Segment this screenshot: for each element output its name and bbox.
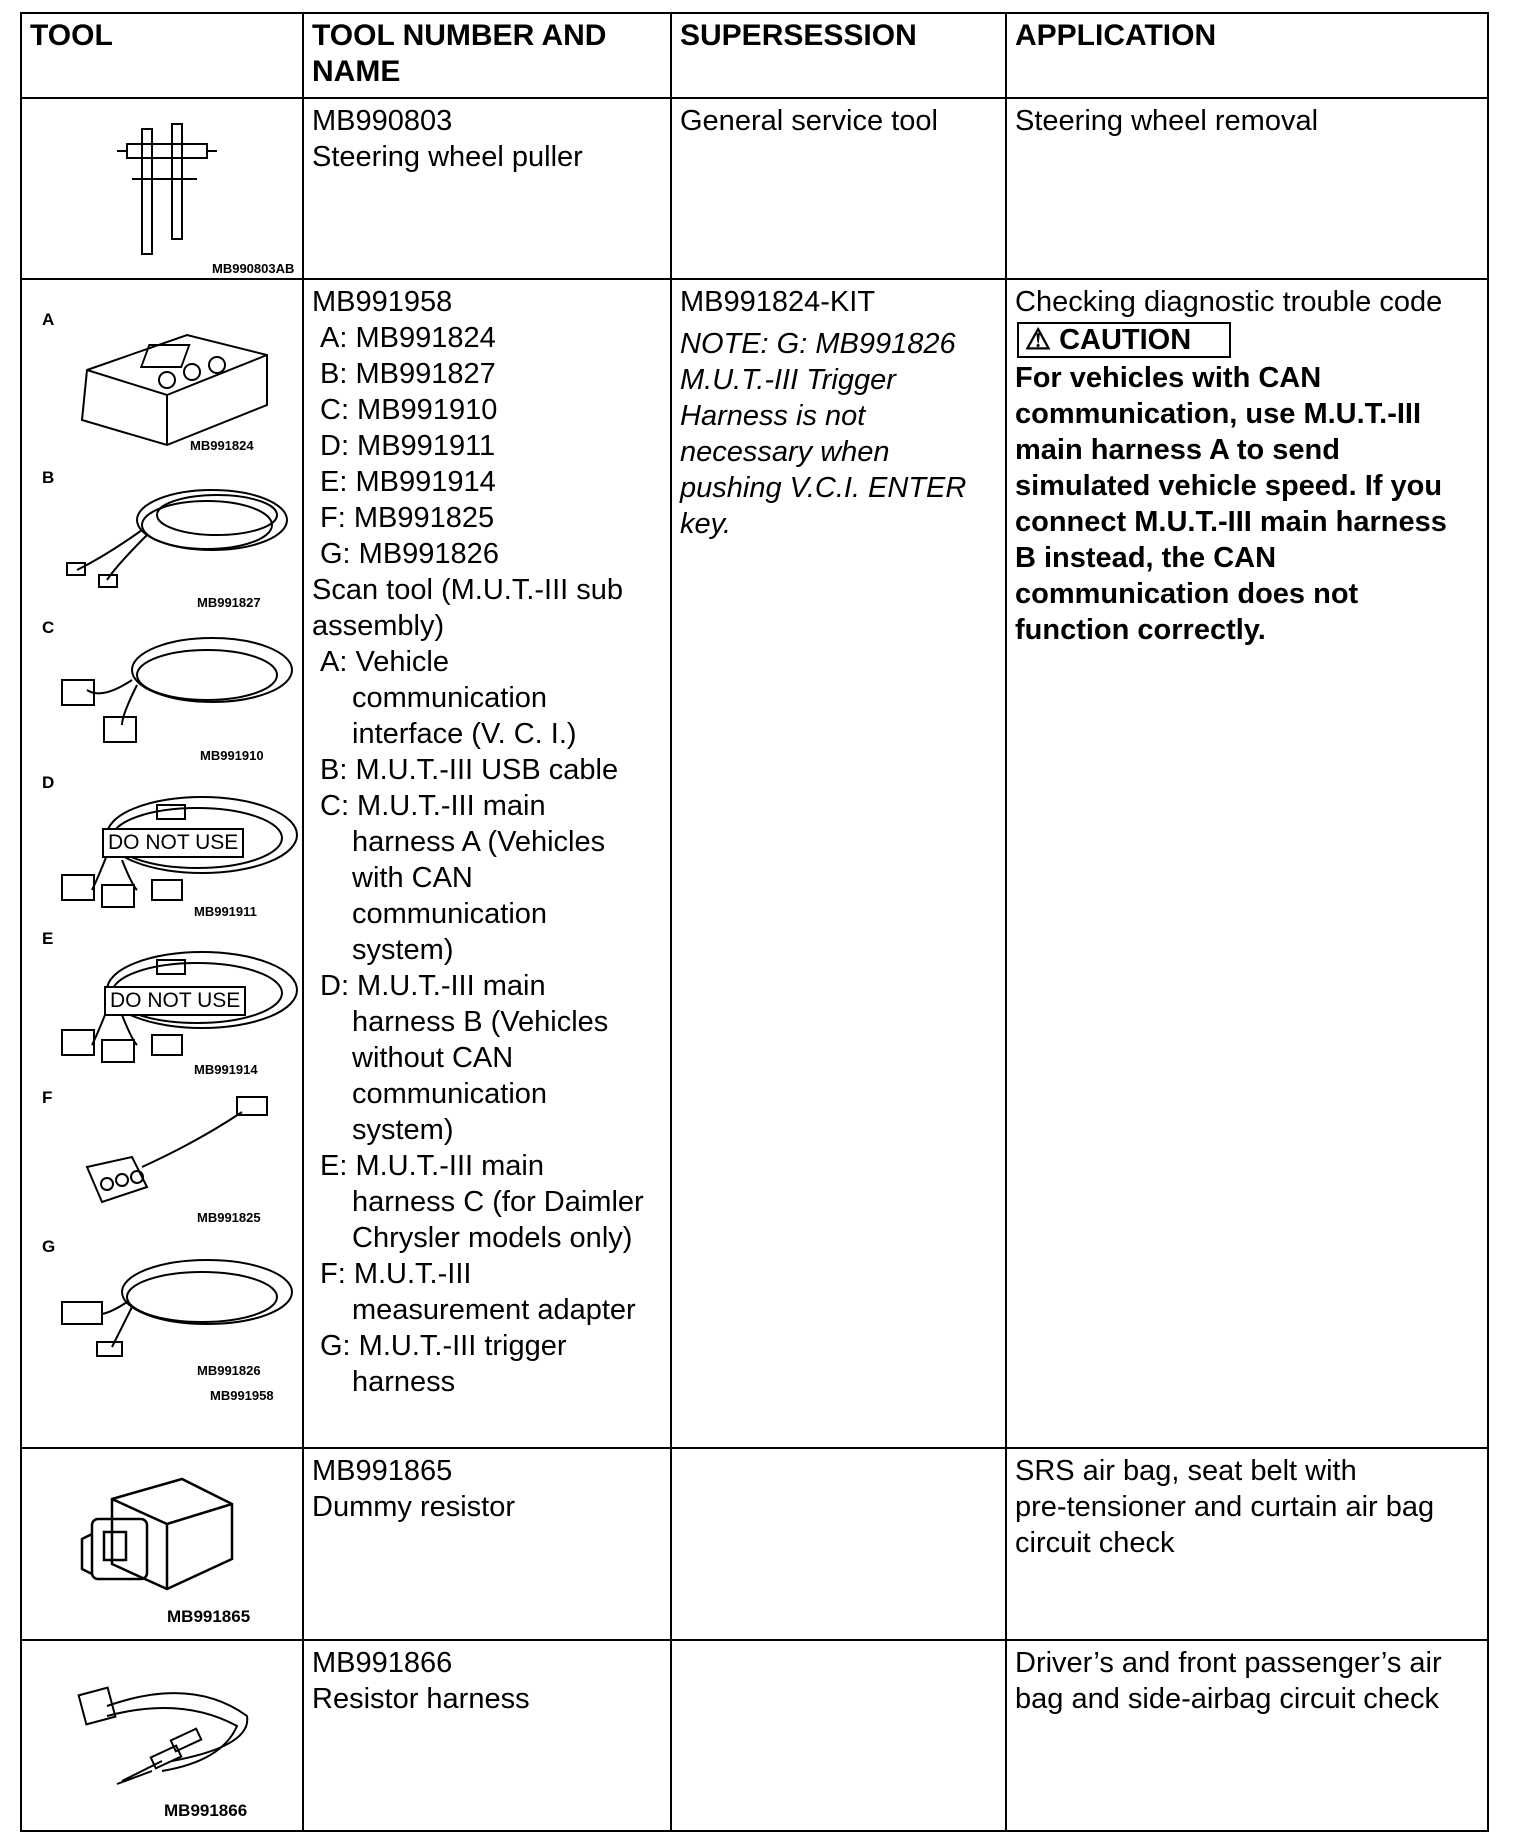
application-line: SRS air bag, seat belt with [1015, 1455, 1357, 1487]
header-row [21, 13, 1488, 98]
caution-line: B instead, the CAN [1015, 542, 1277, 574]
tool-image-cell [21, 1640, 303, 1831]
caution-line: function correctly. [1015, 614, 1266, 646]
tool-number: MB991866 [312, 1647, 453, 1679]
application-line: bag and side-airbag circuit check [1015, 1683, 1439, 1715]
description-line: D: M.U.T.-III main [320, 970, 546, 1002]
tool-number-cell [303, 98, 671, 279]
supersession-note [680, 326, 997, 542]
image-label: MB991911 [194, 904, 257, 919]
application-line: circuit check [1015, 1527, 1175, 1559]
table-row [21, 98, 1488, 279]
tool-name: assembly) [312, 610, 445, 642]
caution-line: communication does not [1015, 578, 1359, 610]
supersession-cell: General service tool [671, 98, 1006, 279]
description-line: A: Vehicle [320, 646, 449, 678]
table-row [21, 279, 1488, 1448]
caution-box [1017, 322, 1231, 358]
note-line: Harness is not [680, 400, 866, 432]
caution-line: connect M.U.T.-III main harness [1015, 506, 1447, 538]
description-line: harness C (for Daimler [352, 1186, 644, 1218]
image-label: MB990803AB [212, 261, 295, 276]
application-text: Checking diagnostic trouble code [1015, 286, 1443, 318]
image-label: MB991914 [194, 1062, 258, 1077]
kit-item: D: MB991911 [320, 430, 496, 462]
table-row [21, 1640, 1488, 1831]
tool-number: MB991865 [312, 1455, 453, 1487]
tool-name: Resistor harness [312, 1683, 530, 1715]
tool-number: MB990803 [312, 105, 453, 137]
description-line: E: M.U.T.-III main [320, 1150, 544, 1182]
resistor-harness-image [72, 1666, 272, 1786]
supersession-cell [671, 1640, 1006, 1831]
application-cell [1006, 1448, 1488, 1640]
description-line: with CAN [352, 862, 473, 894]
image-label: MB991865 [167, 1607, 251, 1626]
image-letter-d: D [42, 773, 55, 792]
tool-number-cell [303, 1448, 671, 1640]
tool-number-cell [303, 1640, 671, 1831]
tool-image-cell [21, 1448, 303, 1640]
tool-name: Scan tool (M.U.T.-III sub [312, 574, 624, 606]
description-line: without CAN [352, 1042, 514, 1074]
note-line: necessary when [680, 436, 890, 468]
kit-item: C: MB991910 [320, 394, 498, 426]
description-line: F: M.U.T.-III [320, 1258, 472, 1290]
image-letter-b: B [42, 468, 55, 487]
description-line: Chrysler models only) [352, 1222, 633, 1254]
tool-number: MB991958 [312, 286, 453, 318]
description-line: measurement adapter [352, 1294, 636, 1326]
kit-item: G: MB991826 [320, 538, 499, 570]
description-line: system) [352, 934, 454, 966]
kit-item: F: MB991825 [320, 502, 495, 534]
supersession-kit: MB991824-KIT [680, 286, 876, 318]
image-label: MB991910 [200, 748, 264, 763]
description-line: B: M.U.T.-III USB cable [320, 754, 619, 786]
main-harness-a-image [42, 625, 307, 745]
table-row [21, 1448, 1488, 1640]
kit-item: A: MB991824 [320, 322, 496, 354]
warning-triangle-icon: ⚠ [1025, 324, 1051, 356]
description-line: G: M.U.T.-III trigger [320, 1330, 567, 1362]
image-letter-g: G [42, 1237, 56, 1256]
description-line: harness [352, 1366, 456, 1398]
image-letter-a: A [42, 310, 55, 329]
description-line: system) [352, 1114, 454, 1146]
supersession-cell [671, 1448, 1006, 1640]
application-cell [1006, 1640, 1488, 1831]
image-letter-c: C [42, 618, 55, 637]
tool-image-cell [21, 279, 303, 1448]
description-line: communication [352, 898, 548, 930]
application-cell: Steering wheel removal [1006, 98, 1488, 279]
vci-device-image [67, 310, 277, 450]
note-line: key. [680, 508, 732, 540]
header-supersession: SUPERSESSION [671, 13, 1006, 98]
supersession-cell [671, 279, 1006, 1448]
application-line: pre-tensioner and curtain air bag [1015, 1491, 1435, 1523]
image-letter-f: F [42, 1088, 53, 1107]
usb-cable-image [47, 475, 297, 590]
do-not-use-label: DO NOT USE [104, 986, 246, 1016]
note-line: pushing V.C.I. ENTER [680, 472, 967, 504]
image-label: MB991825 [197, 1210, 261, 1225]
description-line: communication [352, 1078, 548, 1110]
description-line: communication [352, 682, 548, 714]
image-label: MB991826 [197, 1363, 261, 1378]
caution-line: For vehicles with CAN [1015, 362, 1322, 394]
description-line: interface (V. C. I.) [352, 718, 577, 750]
application-cell [1006, 279, 1488, 1448]
header-application: APPLICATION [1006, 13, 1488, 98]
caution-text [1015, 360, 1479, 648]
caution-line: simulated vehicle speed. If you [1015, 470, 1443, 502]
application-line: Driver’s and front passenger’s air [1015, 1647, 1442, 1679]
trigger-harness-image [42, 1242, 307, 1362]
caution-label: CAUTION [1059, 324, 1192, 356]
kit-item: E: MB991914 [320, 466, 496, 498]
description-line: harness A (Vehicles [352, 826, 606, 858]
note-line: M.U.T.-III Trigger [680, 364, 896, 396]
image-label: MB991824 [190, 438, 254, 453]
image-label: MB991958 [210, 1388, 274, 1403]
image-label: MB991827 [197, 595, 261, 610]
note-line: NOTE: G: MB991826 [680, 328, 956, 360]
tool-number-cell [303, 279, 671, 1448]
measurement-adapter-image [57, 1092, 297, 1212]
image-letter-e: E [42, 929, 54, 948]
dummy-resistor-image [72, 1464, 242, 1604]
description-line: harness B (Vehicles [352, 1006, 609, 1038]
tool-name: Dummy resistor [312, 1491, 516, 1523]
steering-wheel-puller-image [112, 119, 222, 259]
description-line: C: M.U.T.-III main [320, 790, 546, 822]
image-label: MB991866 [164, 1801, 248, 1820]
caution-line: communication, use M.U.T.-III [1015, 398, 1422, 430]
header-tool: TOOL [21, 13, 303, 98]
do-not-use-label: DO NOT USE [102, 828, 244, 858]
tool-image-cell [21, 98, 303, 279]
kit-item: B: MB991827 [320, 358, 496, 390]
tool-name: Steering wheel puller [312, 141, 583, 173]
header-tool-number-and-name: TOOL NUMBER AND NAME [303, 13, 671, 98]
caution-line: main harness A to send [1015, 434, 1340, 466]
special-tools-table [20, 12, 1489, 1832]
